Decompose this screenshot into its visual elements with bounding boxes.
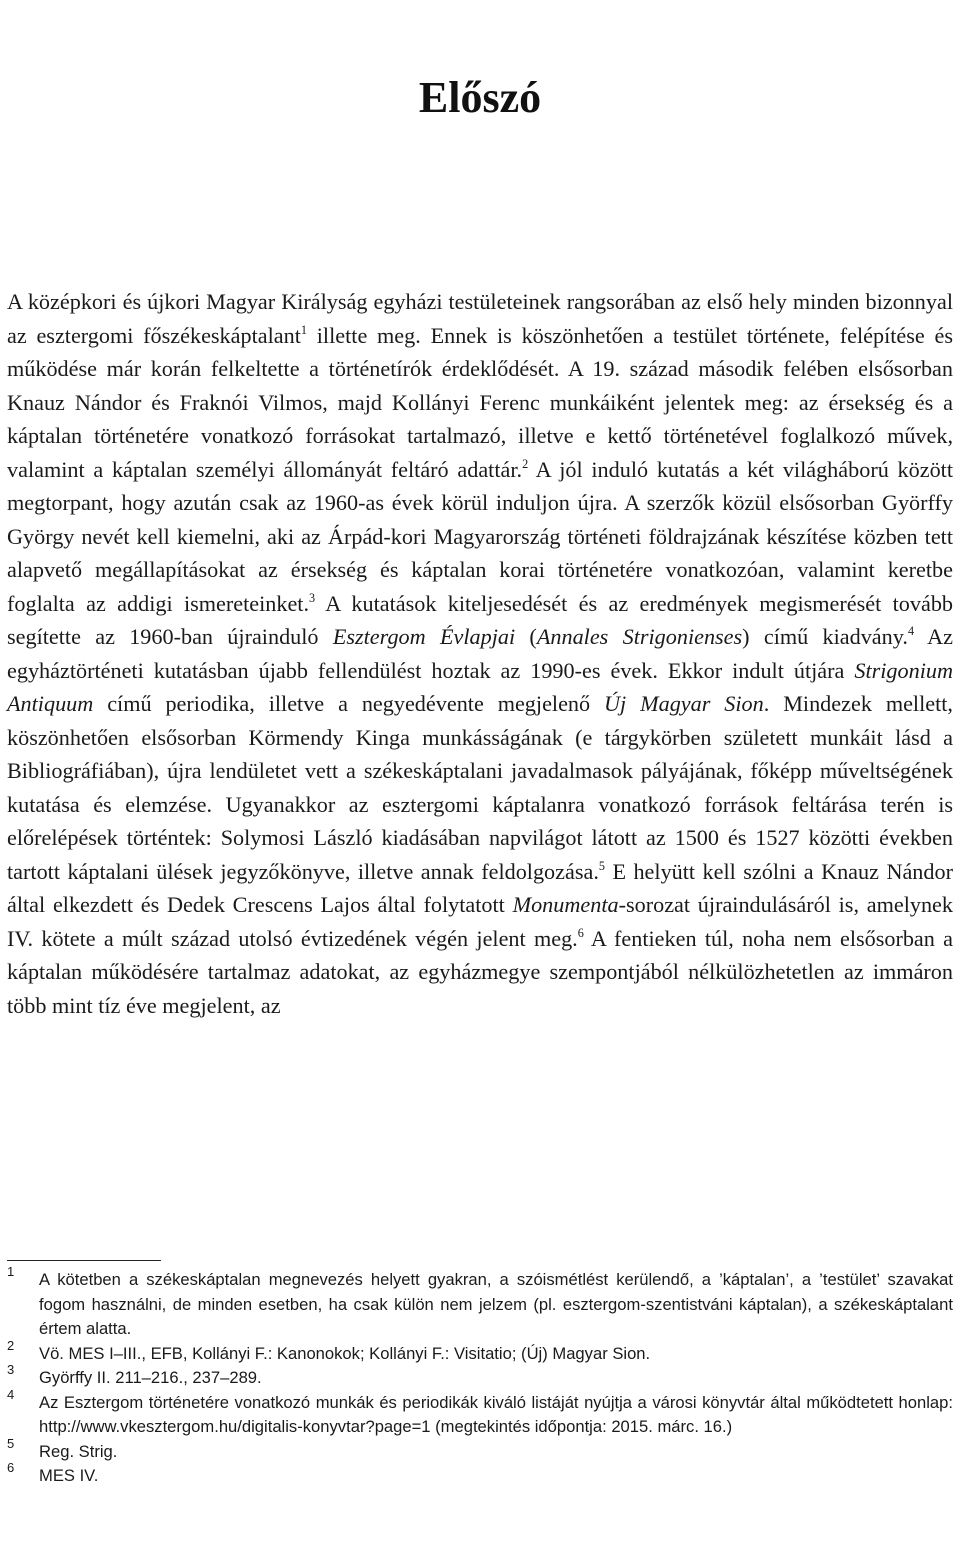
text-run: A kutatások kiteljesedését és az eredmények megismerését tovább segítette az 1960-ban újrainduló xyxy=(7,590,954,649)
footnote-number: 6 xyxy=(7,1460,15,1475)
series-title: Monumenta xyxy=(512,892,619,917)
footnotes xyxy=(7,1264,953,1489)
text-run: -sorozat újraindulásáról is, amelynek IV. kötete a múlt század utolsó évtizedének végén jelent meg. xyxy=(7,892,953,951)
footnote-text: Györffy II. 211–216., 237–289. xyxy=(39,1368,262,1387)
journal-title: Esztergom Évlapjai xyxy=(332,624,516,649)
text-run: A jól induló kutatás a két világháború között megtorpant, hogy azután csak az 1960-as évek körül induljon újra. A szerzők közül elsősorban Györffy György nevét kell kiemelni, aki az Árpád-kori Magyarország történeti földrajzának készítése közben tett alapvető megállapításokat az érsekség és káptalan korai történetére vonatkozóan, valamint keretbe foglalta az addigi ismereteinket. xyxy=(7,456,953,616)
text-run: ) című kiadvány. xyxy=(742,624,908,649)
footnote-number: 1 xyxy=(7,1264,15,1279)
footnote-item xyxy=(7,1460,953,1489)
footnote-number: 5 xyxy=(7,1435,15,1451)
footnote-item xyxy=(7,1362,953,1391)
footnote-item xyxy=(7,1337,953,1367)
footnote-ref[interactable]: 1 xyxy=(300,322,307,337)
footnote-item xyxy=(7,1264,953,1342)
footnote-number: 4 xyxy=(7,1386,15,1402)
footnote-text: MES IV. xyxy=(39,1466,99,1485)
text-run: ( xyxy=(515,624,537,649)
text-run: című periodika, illetve a negyedévente megjelenő xyxy=(93,691,605,716)
journal-title: Strigonium Antiquum xyxy=(7,657,953,716)
text-run: A fentieken túl, noha nem elsősorban a káptalan működésére tartalmaz adatokat, az egyházmegye szempontjából nélkülözhetetlen az immáron több mint tíz éve megjelent, az xyxy=(7,925,954,1018)
footnote-number: 3 xyxy=(7,1362,15,1377)
text-run: Az egyháztörténeti kutatásban újabb fellendülést hoztak az 1990-es évek. Ekkor indult útjára xyxy=(7,624,954,683)
footnote-text: Az Esztergom történetére vonatkozó munkák és periodikák kiváló listáját nyújtja a városi könyvtár által működtetett honlap: http://www.vkesztergom.hu/digitalis-konyvtar?page=1 (megtekintés időpontja: 2015. márc. 16.) xyxy=(39,1392,953,1436)
footnote-ref[interactable]: 2 xyxy=(522,456,529,471)
footnote-divider xyxy=(7,1260,161,1261)
journal-title: Új Magyar Sion xyxy=(604,691,764,716)
footnote-text: Reg. Strig. xyxy=(39,1441,118,1461)
body-paragraph xyxy=(7,285,953,1022)
footnote-ref[interactable]: 6 xyxy=(577,925,584,940)
journal-title: Annales Strigonienses xyxy=(536,624,743,649)
footnote-ref[interactable]: 3 xyxy=(309,590,316,605)
text-run: A középkori és újkori Magyar Királyság egyházi testületeinek rangsorában az első hely minden bizonnyal az esztergomi főszékeskáptalant xyxy=(7,289,953,348)
footnote-item xyxy=(7,1386,953,1440)
paragraph xyxy=(7,285,953,1022)
footnote-ref[interactable]: 4 xyxy=(907,623,915,638)
footnote-number: 2 xyxy=(7,1337,15,1353)
text-run: E helyütt kell szólni a Knauz Nándor által elkezdett és Dedek Crescens Lajos által folytatott xyxy=(7,858,953,917)
text-run: illette meg. Ennek is köszönhetően a testület története, felépítése és működése már korán felkeltette a történetírók érdeklődését. A 19. század második felében elsősorban Knauz Nándor és Fraknói Vilmos, majd Kollányi Ferenc munkáiként jelentek meg: az érsekség és a káptalan történetére vonatkozó forrásokat tartalmazó, illetve e kettő történetével foglalkozó művek, valamint a káptalan személyi állományát feltáró adattár. xyxy=(7,322,953,482)
page-title: Előszó xyxy=(418,73,542,122)
footnote-text: Vö. MES I–III., EFB, Kollányi F.: Kanonokok; Kollányi F.: Visitatio; (Új) Magyar Sion. xyxy=(39,1343,651,1363)
footnote-ref[interactable]: 5 xyxy=(598,858,605,873)
footnote-item xyxy=(7,1435,953,1465)
text-run: . Mindezek mellett, köszönhetően elsősorban Körmendy Kinga munkásságának (e tárgykörben született munkáit lásd a Bibliográfiában), újra lendületet vett a székeskáptalani javadalmasok pályájának, főképp műveltségének kutatása és elemzése. Ugyanakkor az esztergomi káptalanra vonatkozó források feltárása terén is előrelépések történtek: Solymosi László kiadásában napvilágot látott az 1500 és 1527 közötti években tartott káptalani ülések jegyzőkönyve, illetve annak feldolgozása. xyxy=(7,691,953,884)
footnote-text: A kötetben a székeskáptalan megnevezés helyett gyakran, a szóismétlést kerülendő, a ’káptalan’, a ’testület’ szavakat fogom használni, de minden esetben, ha csak külön nem jelzem (pl. esztergom-szentistváni káptalan), a székeskáptalant értem alatta. xyxy=(39,1270,953,1338)
